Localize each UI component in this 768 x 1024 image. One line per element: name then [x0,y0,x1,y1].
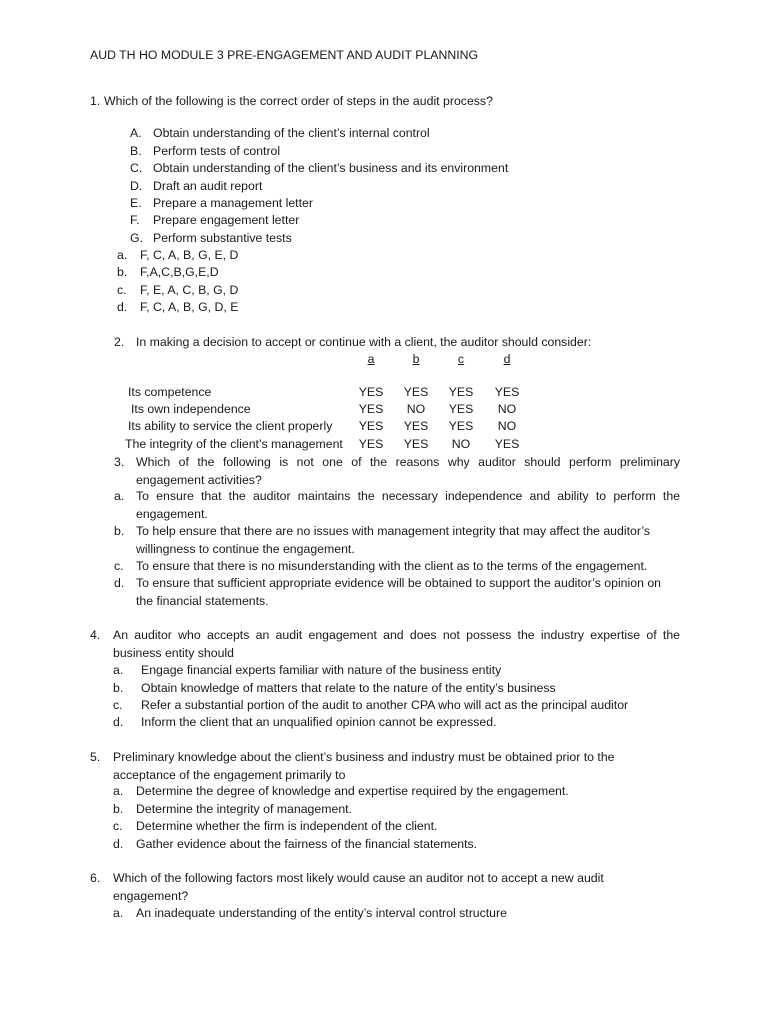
choice-text: An inadequate understanding of the entity’s interval control structure [136,906,507,920]
step-letter: E. [130,196,142,210]
step-letter: G. [130,231,143,245]
step-letter: F. [130,213,140,227]
choice-text: F, C, A, B, G, D, E [140,300,239,314]
choice-letter: b. [113,802,124,816]
page-title: AUD TH HO MODULE 3 PRE-ENGAGEMENT AND AUDIT PLANNING [90,48,479,62]
question-text: Which of the following is the correct order of steps in the audit process? [104,94,493,108]
choice-letter: a. [113,663,124,677]
table-cell: YES [358,437,384,451]
table-cell: NO [497,419,517,433]
choice-letter: b. [114,524,125,538]
question-number: 1. [90,94,101,108]
choice-letter: a. [113,784,124,798]
row-label: Its own independence [131,402,251,416]
choice-text: F,A,C,B,G,E,D [140,265,219,279]
choice-text: F, C, A, B, G, E, D [140,248,239,262]
choice-letter: b. [113,681,124,695]
step-text: Obtain understanding of the client’s business and its environment [153,161,509,175]
step-letter: D. [130,179,143,193]
question-number: 5. [90,750,101,764]
step-text: Obtain understanding of the client’s internal control [153,126,430,140]
table-cell: NO [497,402,517,416]
step-letter: A. [130,126,142,140]
step-letter: B. [130,144,142,158]
choice-letter: d. [117,300,128,314]
choice-text: Gather evidence about the fairness of the financial statements. [136,837,478,851]
question-number: 4. [90,628,101,642]
step-text: Prepare engagement letter [153,213,300,227]
choice-letter: c. [117,283,127,297]
step-text: Perform substantive tests [153,231,292,245]
table-cell: YES [494,385,520,399]
step-letter: C. [130,161,143,175]
choice-text: Obtain knowledge of matters that relate to the nature of the entity’s business [141,681,556,695]
choice-letter: a. [113,906,124,920]
choice-text: To ensure that the auditor maintains the necessary independence and ability to perform the engagement. [136,489,680,521]
row-label: Its ability to service the client properly [128,419,333,433]
table-cell: YES [403,419,429,433]
step-text: Draft an audit report [153,179,263,193]
table-cell: YES [358,402,384,416]
choice-letter: d. [113,837,124,851]
column-header: b [412,352,420,366]
table-cell: YES [403,385,429,399]
table-cell: NO [406,402,426,416]
table-cell: YES [494,437,520,451]
question-text: Preliminary knowledge about the client’s business and industry must be obtained prior to the acceptance of the engagement primarily to [113,750,615,782]
choice-text: To ensure that there is no misunderstanding with the client as to the terms of the engagement. [136,559,648,573]
table-cell: YES [403,437,429,451]
column-header: a [367,352,375,366]
choice-text: Determine whether the firm is independent of the client. [136,819,438,833]
column-header: c [457,352,465,366]
question-text: An auditor who accepts an audit engagement and does not possess the industry expertise of the business entity should [113,628,680,660]
table-cell: YES [358,385,384,399]
choice-text: F, E, A, C, B, G, D [140,283,239,297]
column-header: d [503,352,511,366]
choice-text: To help ensure that there are no issues with management integrity that may affect the auditor’s willingness to continue the engagement. [136,524,651,556]
step-text: Prepare a management letter [153,196,313,210]
choice-text: Inform the client that an unqualified opinion cannot be expressed. [141,715,497,729]
question-text: Which of the following factors most likely would cause an auditor not to accept a new audit engagement? [113,871,604,903]
question-number: 2. [114,335,125,349]
question-number: 6. [90,871,101,885]
table-cell: NO [451,437,471,451]
choice-text: Refer a substantial portion of the audit to another CPA who will act as the principal auditor [141,698,629,712]
choice-letter: d. [113,715,124,729]
choice-text: Determine the integrity of management. [136,802,352,816]
choice-letter: c. [113,819,123,833]
choice-text: Determine the degree of knowledge and expertise required by the engagement. [136,784,569,798]
choice-text: To ensure that sufficient appropriate evidence will be obtained to support the auditor’s opinion on the financial statements. [136,576,662,608]
choice-letter: b. [117,265,128,279]
step-text: Perform tests of control [153,144,281,158]
table-cell: YES [448,402,474,416]
question-text: Which of the following is not one of the reasons why auditor should perform preliminary engagement activities? [136,455,680,487]
choice-letter: a. [117,248,128,262]
choice-text: Engage financial experts familiar with nature of the business entity [141,663,502,677]
table-cell: YES [448,419,474,433]
table-cell: YES [448,385,474,399]
choice-letter: c. [113,698,123,712]
table-cell: YES [358,419,384,433]
row-label: Its competence [128,385,212,399]
choice-letter: a. [114,489,125,503]
question-text: In making a decision to accept or continue with a client, the auditor should consider: [136,335,592,349]
row-label: The integrity of the client’s management [125,437,343,451]
choice-letter: c. [114,559,124,573]
choice-letter: d. [114,576,125,590]
question-number: 3. [114,455,125,469]
